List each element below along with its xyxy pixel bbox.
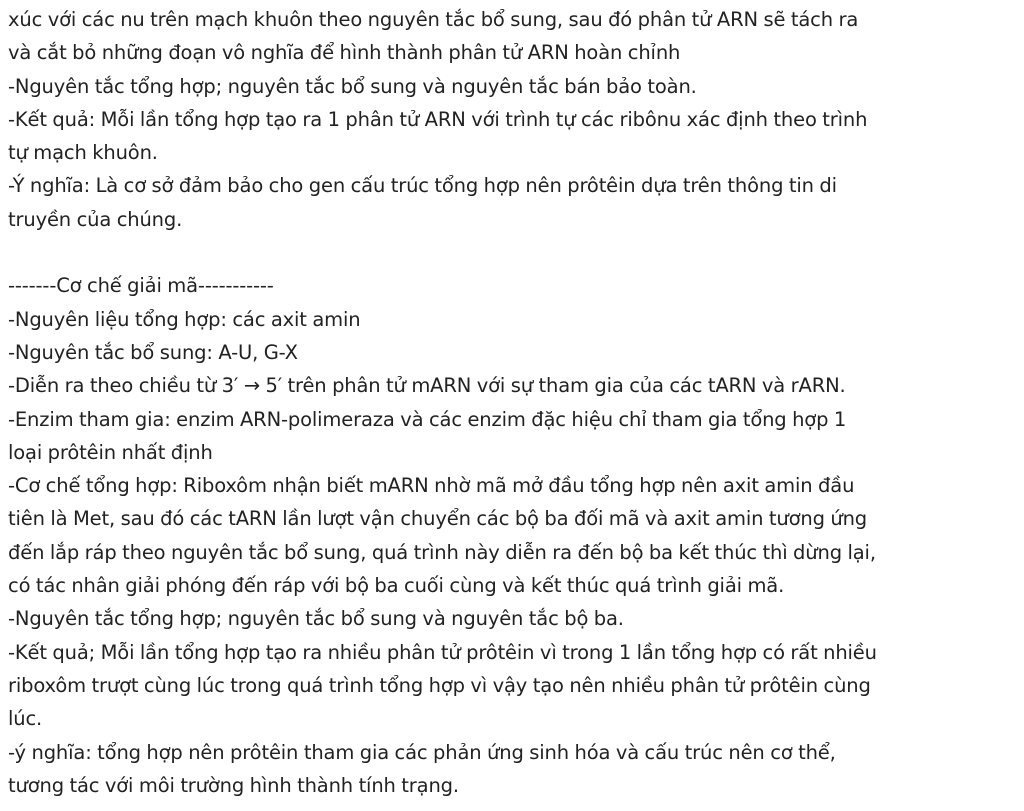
text-line: xúc với các nu trên mạch khuôn theo nguyên tắc bổ sung, sau đó phân tử ARN sẽ tách ra — [8, 8, 859, 31]
text-line: -Nguyên liệu tổng hợp: các axit amin — [8, 307, 361, 331]
text-line: có tác nhân giải phóng đến ráp với bộ ba cuối cùng và kết thúc quá trình giải mã. — [8, 574, 785, 598]
text-line: loại prôtêin nhất định — [8, 440, 213, 464]
translation-section — [8, 269, 1016, 802]
text-line: -Ý nghĩa: Là cơ sở đảm bảo cho gen cấu trúc tổng hợp nên prôtêin dựa trên thông tin di — [8, 174, 837, 198]
paragraph-spacer — [8, 236, 1016, 269]
text-line: lúc. — [8, 707, 43, 731]
text-line: tự mạch khuôn. — [8, 141, 158, 165]
text-line: -Cơ chế tổng hợp: Riboxôm nhận biết mARN nhờ mã mở đầu tổng hợp nên axit amin đầu — [8, 474, 855, 498]
text-line: đến lắp ráp theo nguyên tắc bổ sung, quá trình này diễn ra đến bộ ba kết thúc thì dừng lại, — [8, 540, 876, 564]
text-line: và cắt bỏ những đoạn vô nghĩa để hình thành phân tử ARN hoàn chỉnh — [8, 41, 681, 65]
text-line: -Kết quả: Mỗi lần tổng hợp tạo ra 1 phân tử ARN với trình tự các ribônu xác định theo trình — [8, 107, 868, 131]
text-line: tương tác với môi trường hình thành tính trạng. — [8, 773, 459, 797]
text-line: truyền của chúng. — [8, 207, 183, 231]
text-line: tiên là Met, sau đó các tARN lần lượt vận chuyển các bộ ba đối mã và axit amin tương ứng — [8, 507, 868, 531]
section-heading: -------Cơ chế giải mã----------- — [8, 274, 274, 298]
text-line: -Nguyên tắc bổ sung: A-U, G-X — [8, 340, 298, 364]
transcription-section — [8, 3, 1016, 236]
text-line: -Nguyên tắc tổng hợp; nguyên tắc bổ sung và nguyên tắc bộ ba. — [8, 607, 624, 631]
text-line: -Diễn ra theo chiều từ 3′ → 5′ trên phân tử mARN với sự tham gia của các tARN và rARN. — [8, 374, 846, 398]
text-line: -Nguyên tắc tổng hợp; nguyên tắc bổ sung và nguyên tắc bán bảo toàn. — [8, 74, 697, 98]
text-line: riboxôm trượt cùng lúc trong quá trình tổng hợp vì vậy tạo nên nhiều phân tử prôtêin cùng — [8, 673, 871, 697]
text-line: -ý nghĩa: tổng hợp nên prôtêin tham gia các phản ứng sinh hóa và cấu trúc nên cơ thể, — [8, 740, 836, 764]
text-line: -Enzim tham gia: enzim ARN-polimeraza và các enzim đặc hiệu chỉ tham gia tổng hợp 1 — [8, 407, 847, 431]
text-line: -Kết quả; Mỗi lần tổng hợp tạo ra nhiều phân tử prôtêin vì trong 1 lần tổng hợp có rất nhiều — [8, 640, 877, 664]
